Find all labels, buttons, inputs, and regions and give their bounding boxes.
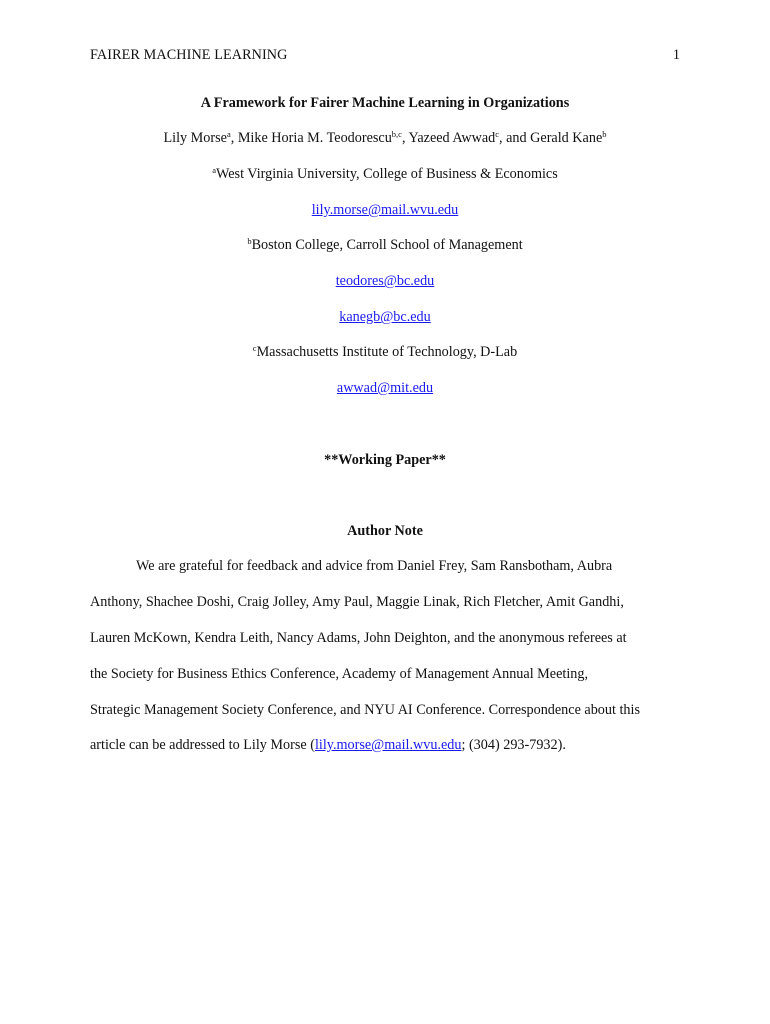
email-row-b2 <box>0 309 770 326</box>
author-name: Lily Morse <box>163 130 227 146</box>
affiliation-text: Massachusetts Institute of Technology, D-Lab <box>256 344 518 360</box>
author-separator: , <box>230 130 238 146</box>
author-note-text: article can be addressed to Lily Morse ( <box>90 737 315 753</box>
email-link[interactable]: awwad@mit.edu <box>336 380 434 396</box>
author-note-line: Anthony, Shachee Doshi, Craig Jolley, Amy Paul, Maggie Linak, Rich Fletcher, Amit Gandhi, <box>90 594 624 610</box>
affiliation-b <box>0 237 770 254</box>
paper-title: A Framework for Fairer Machine Learning in Organizations <box>200 95 570 111</box>
author-superscript: b <box>602 129 607 139</box>
email-link[interactable]: lily.morse@mail.wvu.edu <box>314 737 462 753</box>
author-superscript: c <box>495 129 500 139</box>
email-link[interactable]: kanegb@bc.edu <box>339 309 431 325</box>
author-note-line: We are grateful for feedback and advice from Daniel Frey, Sam Ransbotham, Aubra <box>136 558 613 574</box>
affiliation-superscript: a <box>212 165 216 175</box>
author-superscript: a <box>226 129 231 139</box>
affiliation-superscript: b <box>247 236 252 246</box>
affiliation-superscript: c <box>252 343 257 353</box>
author-note-heading: Author Note <box>347 523 423 539</box>
affiliation-c <box>0 344 770 361</box>
email-row-b1 <box>0 273 770 290</box>
author-note-line: the Society for Business Ethics Conference, Academy of Management Annual Meeting, <box>90 666 589 682</box>
author-separator: , <box>401 130 409 146</box>
running-head: FAIRER MACHINE LEARNING <box>90 47 288 63</box>
author-list <box>0 130 770 147</box>
email-row-a <box>0 202 770 219</box>
working-paper-label: **Working Paper** <box>324 452 446 468</box>
email-link[interactable]: teodores@bc.edu <box>335 273 435 289</box>
author-name: Mike Horia M. Teodorescu <box>237 130 392 146</box>
author-name: Gerald Kane <box>530 130 603 146</box>
email-row-c <box>0 380 770 397</box>
author-name: Yazeed Awwad <box>408 130 496 146</box>
affiliation-text: Boston College, Carroll School of Management <box>251 237 523 253</box>
author-note-text: ; (304) 293-7932). <box>461 737 566 753</box>
page-number: 1 <box>672 47 680 63</box>
email-link[interactable]: lily.morse@mail.wvu.edu <box>311 202 459 218</box>
author-note-line: Lauren McKown, Kendra Leith, Nancy Adams, John Deighton, and the anonymous referees at <box>90 630 627 646</box>
author-note-last-line <box>90 737 680 754</box>
affiliation-a <box>0 166 770 183</box>
author-separator: , and <box>499 130 531 146</box>
affiliation-text: West Virginia University, College of Business & Economics <box>216 166 558 182</box>
author-note-line: Strategic Management Society Conference, and NYU AI Conference. Correspondence about this <box>90 702 640 718</box>
author-superscript: b,c <box>391 129 402 139</box>
